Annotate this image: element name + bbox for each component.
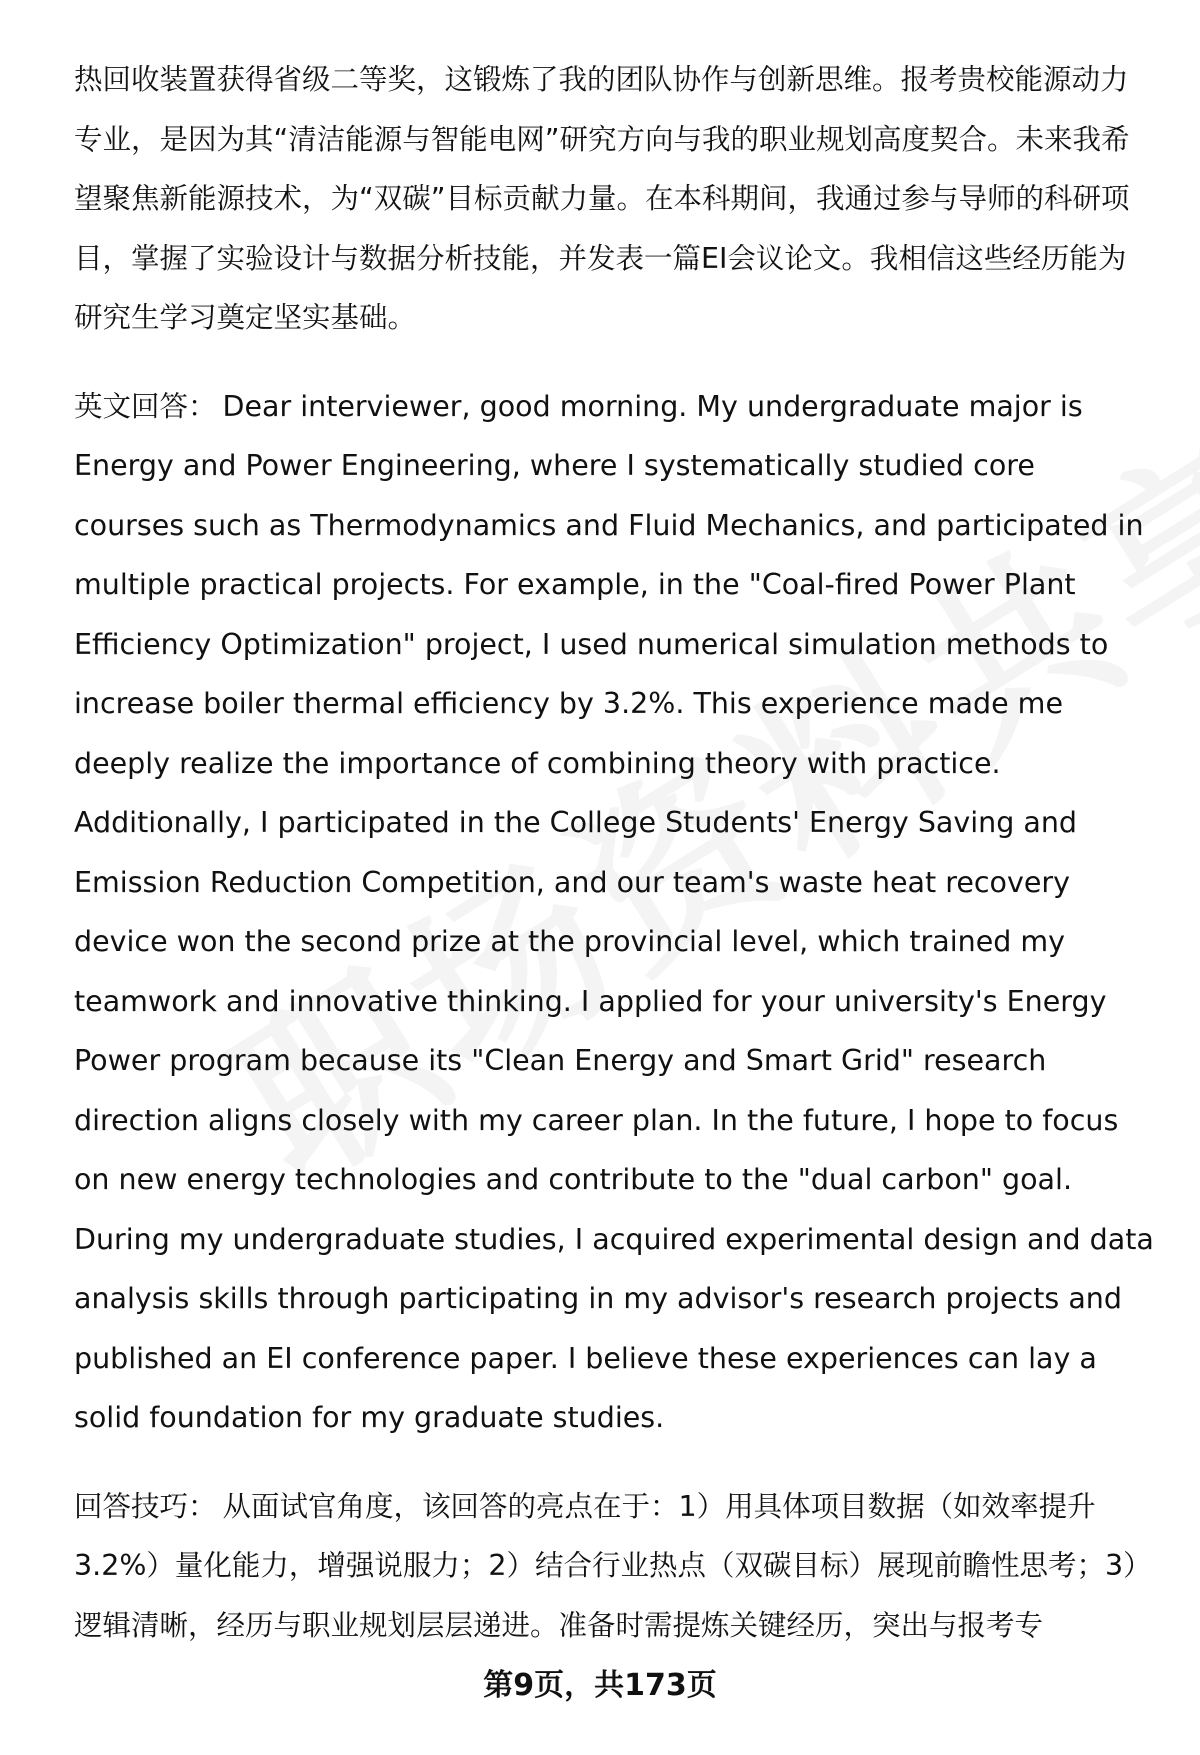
english-answer-text: Dear interviewer, good morning. My undergraduate major is Energy and Power Engineering, where I systematically studied core courses such as Thermodynamics and Fluid Mechanics, and participated in multiple practical projects. For example, in the "Coal-fired Power Plant Efficiency Optimization" project, I used numerical simulation methods to increase boiler thermal efficiency by 3.2%. This experience made me deeply realize the importance of combining theory with practice. Additionally, I participated in the College Students' Energy Saving and Emission Reduction Competition, and our team's waste heat recovery device won the second prize at the provincial level, which trained my teamwork and innovative thinking. I applied for your university's Energy Power program because its "Clean Energy and Smart Grid" research direction aligns closely with my career plan. In the future, I hope to focus on new energy technologies and contribute to the "dual carbon" goal. During my undergraduate studies, I acquired experimental design and data analysis skills through participating in my advisor's research projects and published an EI conference paper. I believe these experiences can lay a solid foundation for my graduate studies. xyxy=(74,389,1163,1434)
page-indicator: 第9页，共173页 xyxy=(483,1668,717,1703)
english-answer-paragraph xyxy=(74,377,1163,1448)
document-body xyxy=(74,50,1163,1655)
english-answer-label: 英文回答： xyxy=(74,389,217,423)
answer-tips-paragraph xyxy=(74,1477,1154,1656)
chinese-answer-continuation: 热回收装置获得省级二等奖，这锻炼了我的团队协作与创新思维。报考贵校能源动力专业，是因为其“清洁能源与智能电网”研究方向与我的职业规划高度契合。未来我希望聚焦新能源技术，为“双碳”目标贡献力量。在本科期间，我通过参与导师的科研项目，掌握了实验设计与数据分析技能，并发表一篇EI会议论文。我相信这些经历能为研究生学习奠定坚实基础。 xyxy=(74,63,1130,334)
answer-tips-label: 回答技巧： xyxy=(74,1489,217,1523)
answer-tips-text: 从面试官角度，该回答的亮点在于：1）用具体项目数据（如效率提升3.2%）量化能力，增强说服力；2）结合行业热点（双碳目标）展现前瞻性思考；3）逻辑清晰，经历与职业规划层层递进。准备时需提炼关键经历，突出与报考专 xyxy=(74,1489,1152,1642)
